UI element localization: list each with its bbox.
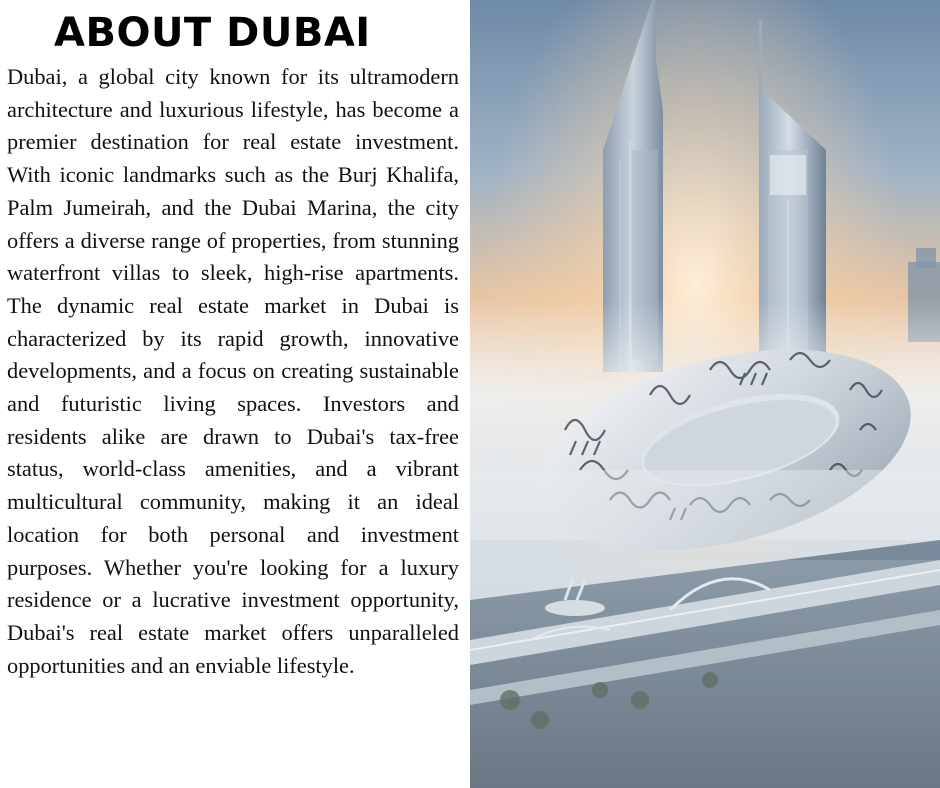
page-title: ABOUT DUBAI [54,10,371,56]
body-paragraph: Dubai, a global city known for its ultramodern architecture and luxurious lifestyle, has become a premier destination for real estate investment. With iconic landmarks such as the Burj Khalifa, Palm Jumeirah, and the Dubai Marina, the city offers a diverse range of properties, from stunning waterfront villas to sleek, high-rise apartments. The dynamic real estate market in Dubai is characterized by its rapid growth, innovative developments, and a focus on creating sustainable and futuristic living spaces. Investors and residents alike are drawn to Dubai's tax-free status, world-class amenities, and a vibrant multicultural community, making it an ideal location for both personal and investment purposes. Whether you're looking for a luxury residence or a lucrative investment opportunity, Dubai's real estate market offers unparalleled opportunities and an enviable lifestyle. [7,64,459,678]
dubai-skyline-photo [470,0,940,788]
